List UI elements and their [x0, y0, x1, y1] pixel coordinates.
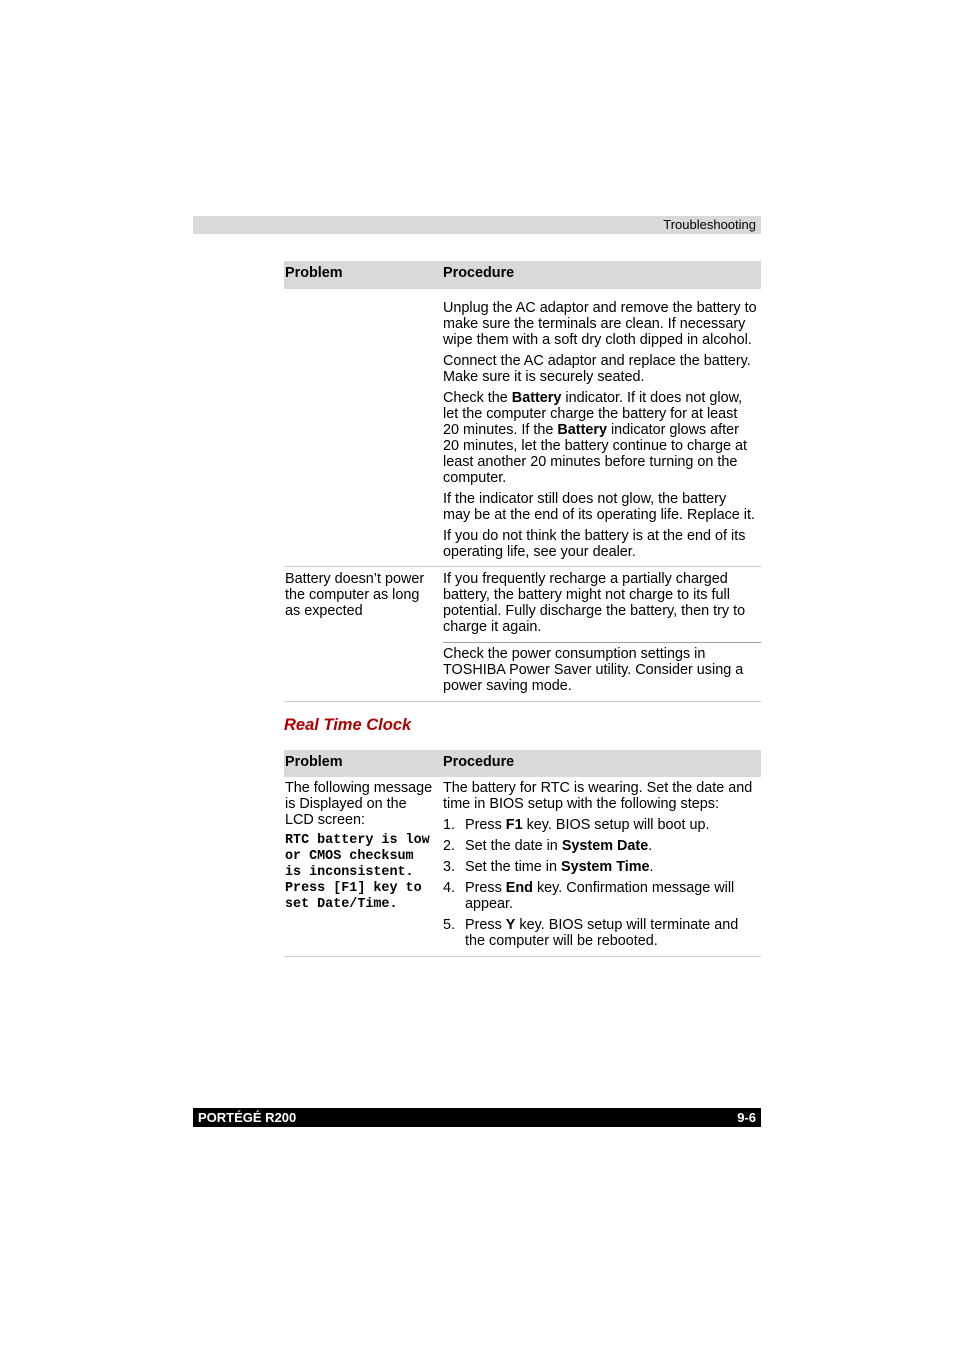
list-item: 1. Press F1 key. BIOS setup will boot up. [443, 817, 710, 833]
procedure-cell [443, 571, 757, 635]
procedure-text: Check the Battery indicator. If it does not glow, let the computer charge the battery for at least 20 minutes. If the Battery indicator glows after 20 minutes, let the battery continue to charge at least another 20 minutes before turning on the computer. [443, 390, 747, 486]
list-item: 5. Press Y key. BIOS setup will terminate and the computer will be rebooted. [443, 917, 739, 949]
product-name: PORTÉGÉ R200 [198, 1110, 297, 1125]
list-item: 4. Press End key. Confirmation message will appear. [443, 880, 735, 912]
error-message: RTC battery is low or CMOS checksum is inconsistent. Press [F1] key to set Date/Time. [285, 833, 430, 912]
troubleshooting-table-battery [284, 261, 761, 702]
procedure-cell [443, 300, 757, 560]
list-item: 3. Set the time in System Time. [443, 859, 654, 875]
procedure-text: Connect the AC adaptor and replace the battery. Make sure it is securely seated. [443, 353, 751, 385]
problem-cell [285, 780, 435, 913]
table-row [284, 567, 761, 702]
procedure-cell [443, 643, 757, 694]
procedure-text: Unplug the AC adaptor and remove the battery to make sure the terminals are clean. If necessary wipe them with a soft dry cloth dipped in alcohol. [443, 300, 757, 348]
table-row [284, 289, 761, 567]
problem-cell: Battery doesn’t power the computer as long as expected [285, 571, 425, 619]
header-section-title: Troubleshooting [663, 217, 756, 232]
procedure-text: If you frequently recharge a partially charged battery, the battery might not charge to its full potential. Fully discharge the battery, then try to charge it again. [443, 571, 746, 635]
problem-text: The following message is Displayed on the LCD screen: [285, 780, 433, 828]
running-header [193, 216, 761, 234]
column-header-procedure: Procedure [443, 265, 515, 281]
procedure-text: If the indicator still does not glow, the battery may be at the end of its operating life. Replace it. [443, 491, 755, 523]
section-heading: Real Time Clock [284, 716, 412, 734]
column-header-problem: Problem [285, 265, 343, 281]
table-row [284, 777, 761, 957]
table-header [284, 261, 761, 289]
running-footer [193, 1108, 761, 1127]
column-header-problem: Problem [285, 754, 343, 770]
procedure-text: If you do not think the battery is at the end of its operating life, see your dealer. [443, 528, 746, 560]
page-number: 9-6 [737, 1110, 756, 1125]
list-item: 2. Set the date in System Date. [443, 838, 653, 854]
procedure-cell [443, 780, 757, 949]
procedure-text: The battery for RTC is wearing. Set the date and time in BIOS setup with the following steps: [443, 780, 753, 812]
procedure-text: Check the power consumption settings in TOSHIBA Power Saver utility. Consider using a power saving mode. [443, 646, 744, 694]
table-header [284, 750, 761, 777]
troubleshooting-table-rtc [284, 750, 761, 957]
column-header-procedure: Procedure [443, 754, 515, 770]
